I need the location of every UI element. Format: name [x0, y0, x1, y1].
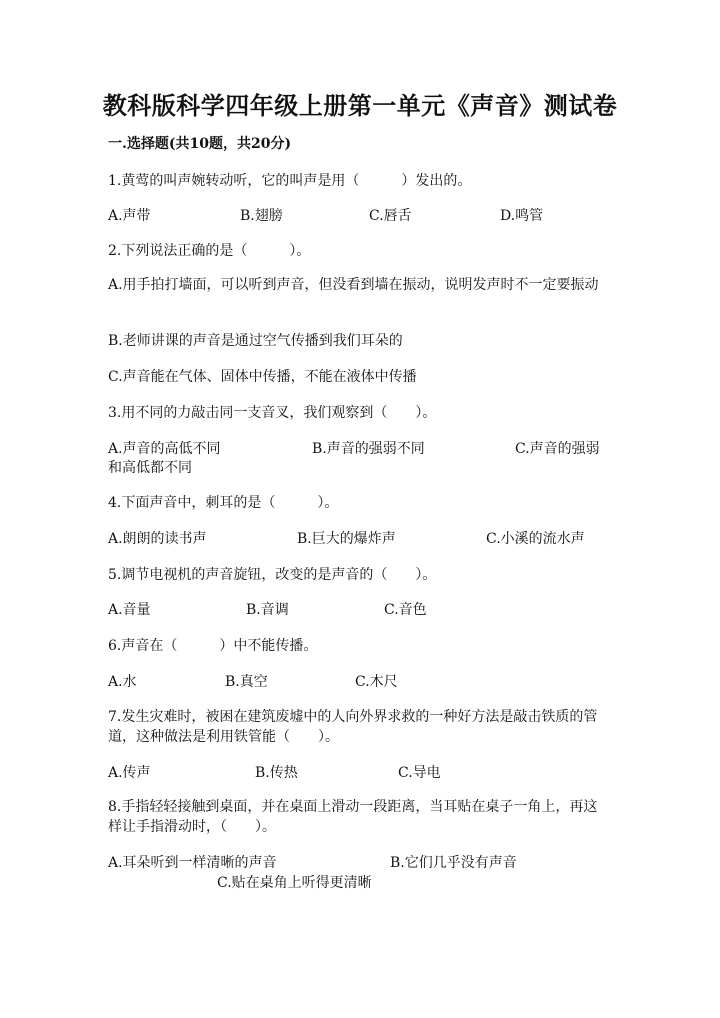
question-5-stem: 5.调节电视机的声音旋钮，改变的是声音的（ ）。 — [108, 567, 437, 583]
question-5-option-b: B.音调 — [246, 602, 289, 618]
question-3-option-b: B.声音的强弱不同 — [312, 441, 425, 457]
question-1-option-b: B.翅膀 — [240, 208, 283, 224]
question-2-option-b: B.老师讲课的声音是通过空气传播到我们耳朵的 — [108, 333, 403, 349]
question-6-stem: 6.声音在（ ）中不能传播。 — [108, 638, 318, 654]
question-2-option-c: C.声音能在气体、固体中传播，不能在液体中传播 — [108, 369, 417, 385]
question-2-option-a: A.用手拍打墙面，可以听到声音，但没看到墙在振动，说明发声时不一定要振动 — [108, 277, 599, 293]
question-8-option-b: B.它们几乎没有声音 — [390, 855, 517, 871]
question-7-option-c: C.导电 — [398, 765, 441, 781]
question-3-stem: 3.用不同的力敲击同一支音叉，我们观察到（ ）。 — [108, 405, 437, 421]
question-5-option-c: C.音色 — [384, 602, 427, 618]
question-6-option-c: C.木尺 — [355, 674, 398, 690]
question-7-option-a: A.传声 — [108, 765, 151, 781]
question-1-option-a: A.声带 — [108, 208, 151, 224]
question-4-stem: 4.下面声音中，刺耳的是（ ）。 — [108, 495, 339, 511]
question-7-stem: 7.发生灾难时，被困在建筑废墟中的人向外界求救的一种好方法是敲击铁质的管道，这种做法是利用铁管能（ ）。 — [108, 709, 598, 745]
section-heading: 一.选择题(共10题，共20分) — [108, 136, 292, 152]
question-8-option-a: A.耳朵听到一样清晰的声音 — [108, 855, 277, 871]
question-2-stem: 2.下列说法正确的是（ ）。 — [108, 243, 311, 259]
question-5-option-a: A.音量 — [108, 602, 151, 618]
question-8-option-c: C.贴在桌角上听得更清晰 — [217, 875, 372, 891]
question-4-option-a: A.朗朗的读书声 — [108, 531, 207, 547]
question-1-option-c: C.唇舌 — [369, 208, 412, 224]
question-3-option-c-continued: 和高低都不同 — [108, 460, 192, 476]
question-6-option-b: B.真空 — [225, 674, 268, 690]
question-3-option-c: C.声音的强弱 — [515, 441, 600, 457]
question-8-stem: 8.手指轻轻接触到桌面，并在桌面上滑动一段距离，当耳贴在桌子一角上，再这样让手指滑动时，（ ）。 — [108, 799, 598, 835]
question-4-option-b: B.巨大的爆炸声 — [297, 531, 396, 547]
page-title: 教科版科学四年级上册第一单元《声音》测试卷 — [102, 91, 618, 120]
question-6-option-a: A.水 — [108, 674, 137, 690]
question-4-option-c: C.小溪的流水声 — [486, 531, 585, 547]
question-1-option-d: D.鸣管 — [500, 208, 544, 224]
question-1-stem: 1.黄莺的叫声婉转动听，它的叫声是用（ ）发出的。 — [108, 173, 472, 189]
question-3-option-a: A.声音的高低不同 — [108, 441, 221, 457]
question-7-option-b: B.传热 — [255, 765, 298, 781]
